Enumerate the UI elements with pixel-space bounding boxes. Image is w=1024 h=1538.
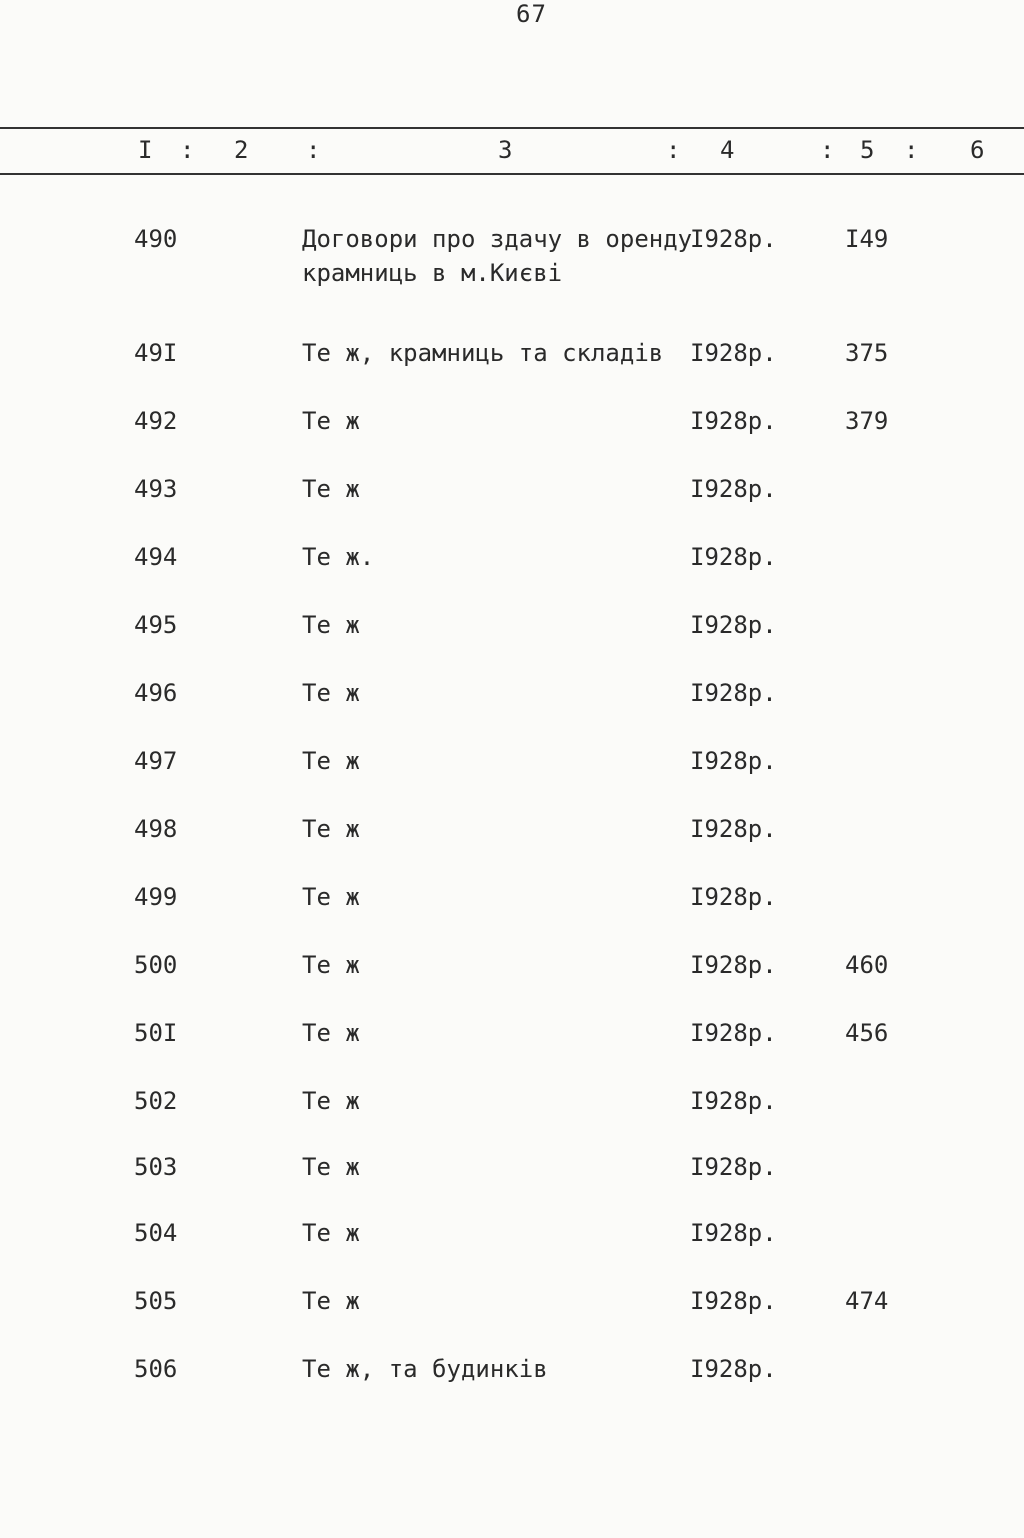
sheet-count: 375 bbox=[845, 339, 889, 367]
case-year: I928р. bbox=[690, 475, 777, 503]
table-row bbox=[0, 336, 1024, 396]
table-row bbox=[0, 404, 1024, 464]
table-row bbox=[0, 812, 1024, 872]
table-row bbox=[0, 1352, 1024, 1412]
case-title: Договори про здачу в оренду bbox=[302, 225, 693, 253]
table-row bbox=[0, 1016, 1024, 1076]
case-number: 50I bbox=[134, 1019, 178, 1047]
case-number: 503 bbox=[134, 1153, 178, 1181]
case-title: Те ж bbox=[302, 747, 360, 775]
case-number: 498 bbox=[134, 815, 178, 843]
case-title-continued: крамниць в м.Києві bbox=[302, 259, 563, 287]
case-title: Те ж, та будинків bbox=[302, 1355, 548, 1383]
case-year: I928р. bbox=[690, 1153, 777, 1181]
col-header-1: I bbox=[138, 136, 153, 164]
case-number: 497 bbox=[134, 747, 178, 775]
table-row bbox=[0, 222, 1024, 287]
case-year: I928р. bbox=[690, 1287, 777, 1315]
col-separator: : bbox=[904, 136, 919, 164]
case-title: Те ж. bbox=[302, 543, 375, 571]
case-number: 496 bbox=[134, 679, 178, 707]
col-separator: : bbox=[306, 136, 321, 164]
col-separator: : bbox=[180, 136, 195, 164]
case-number: 493 bbox=[134, 475, 178, 503]
table-row bbox=[0, 744, 1024, 804]
header-top-rule bbox=[0, 127, 1024, 129]
table-row bbox=[0, 676, 1024, 736]
case-title: Те ж bbox=[302, 1019, 360, 1047]
case-year: I928р. bbox=[690, 225, 777, 253]
case-title: Те ж bbox=[302, 1287, 360, 1315]
sheet-count: 379 bbox=[845, 407, 889, 435]
sheet-count: I49 bbox=[845, 225, 889, 253]
table-row bbox=[0, 1284, 1024, 1344]
case-number: 500 bbox=[134, 951, 178, 979]
table-row bbox=[0, 880, 1024, 940]
case-title: Те ж bbox=[302, 1219, 360, 1247]
table-row bbox=[0, 1084, 1024, 1144]
case-number: 504 bbox=[134, 1219, 178, 1247]
table-row bbox=[0, 1216, 1024, 1276]
table-row bbox=[0, 540, 1024, 600]
col-header-4: 4 bbox=[720, 136, 735, 164]
case-year: I928р. bbox=[690, 543, 777, 571]
case-year: I928р. bbox=[690, 611, 777, 639]
case-title: Те ж bbox=[302, 611, 360, 639]
case-year: I928р. bbox=[690, 883, 777, 911]
case-title: Те ж bbox=[302, 1153, 360, 1181]
case-title: Те ж bbox=[302, 679, 360, 707]
case-number: 490 bbox=[134, 225, 178, 253]
case-year: I928р. bbox=[690, 747, 777, 775]
case-number: 506 bbox=[134, 1355, 178, 1383]
case-year: I928р. bbox=[690, 407, 777, 435]
case-year: I928р. bbox=[690, 1355, 777, 1383]
case-number: 494 bbox=[134, 543, 178, 571]
table-row bbox=[0, 472, 1024, 532]
case-year: I928р. bbox=[690, 951, 777, 979]
case-title: Те ж bbox=[302, 883, 360, 911]
sheet-count: 460 bbox=[845, 951, 889, 979]
case-number: 502 bbox=[134, 1087, 178, 1115]
col-header-6: 6 bbox=[970, 136, 985, 164]
case-number: 495 bbox=[134, 611, 178, 639]
case-year: I928р. bbox=[690, 1019, 777, 1047]
case-year: I928р. bbox=[690, 339, 777, 367]
sheet-count: 456 bbox=[845, 1019, 889, 1047]
col-header-5: 5 bbox=[860, 136, 875, 164]
col-header-3: 3 bbox=[498, 136, 513, 164]
case-title: Те ж, крамниць та складів bbox=[302, 339, 664, 367]
page-number: 67 bbox=[516, 0, 547, 28]
header-bottom-rule bbox=[0, 173, 1024, 175]
case-year: I928р. bbox=[690, 815, 777, 843]
case-title: Те ж bbox=[302, 815, 360, 843]
table-row bbox=[0, 1150, 1024, 1210]
case-number: 505 bbox=[134, 1287, 178, 1315]
col-header-2: 2 bbox=[234, 136, 249, 164]
case-year: I928р. bbox=[690, 679, 777, 707]
col-separator: : bbox=[666, 136, 681, 164]
case-year: I928р. bbox=[690, 1219, 777, 1247]
case-number: 499 bbox=[134, 883, 178, 911]
case-year: I928р. bbox=[690, 1087, 777, 1115]
sheet-count: 474 bbox=[845, 1287, 889, 1315]
case-number: 492 bbox=[134, 407, 178, 435]
case-title: Те ж bbox=[302, 475, 360, 503]
case-number: 49I bbox=[134, 339, 178, 367]
case-title: Те ж bbox=[302, 951, 360, 979]
col-separator: : bbox=[820, 136, 835, 164]
table-row bbox=[0, 608, 1024, 668]
case-title: Те ж bbox=[302, 1087, 360, 1115]
case-title: Те ж bbox=[302, 407, 360, 435]
table-row bbox=[0, 948, 1024, 1008]
